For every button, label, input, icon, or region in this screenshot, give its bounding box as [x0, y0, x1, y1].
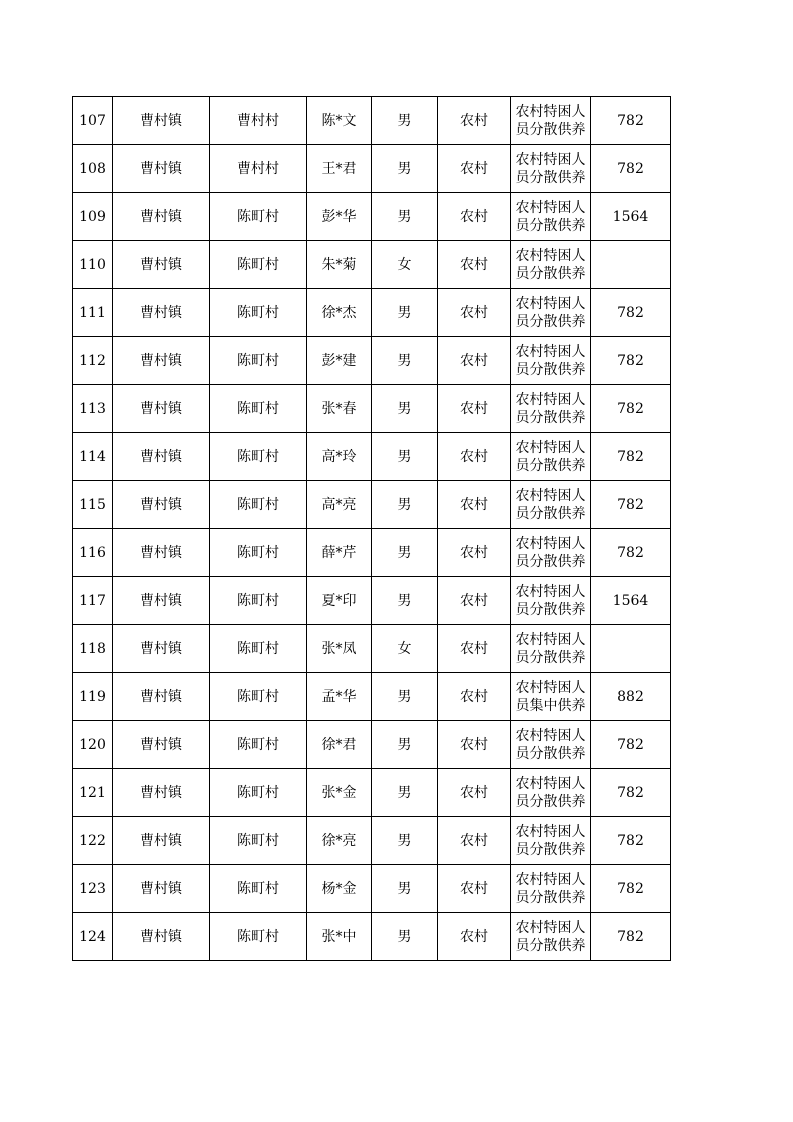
table-row: [73, 721, 671, 769]
cell-serial-number: 108: [73, 145, 113, 193]
table-row: [73, 193, 671, 241]
cell-area: 农村: [438, 865, 511, 913]
cell-person-name: 徐*杰: [307, 289, 372, 337]
cell-gender: 男: [372, 385, 438, 433]
cell-town: 曹村镇: [113, 145, 210, 193]
cell-town: 曹村镇: [113, 289, 210, 337]
cell-gender: 女: [372, 241, 438, 289]
cell-person-name: 张*金: [307, 769, 372, 817]
cell-village: 陈町村: [210, 913, 307, 961]
cell-area: 农村: [438, 577, 511, 625]
cell-gender: 男: [372, 289, 438, 337]
cell-village: 陈町村: [210, 481, 307, 529]
cell-area: 农村: [438, 673, 511, 721]
cell-serial-number: 123: [73, 865, 113, 913]
cell-town: 曹村镇: [113, 913, 210, 961]
table-row: [73, 769, 671, 817]
cell-serial-number: 118: [73, 625, 113, 673]
cell-person-name: 张*凤: [307, 625, 372, 673]
cell-person-name: 薛*芹: [307, 529, 372, 577]
cell-support-type: 农村特困人员分散供养: [511, 289, 591, 337]
cell-amount: 782: [591, 865, 671, 913]
cell-gender: 男: [372, 673, 438, 721]
cell-village: 陈町村: [210, 673, 307, 721]
table-row: [73, 529, 671, 577]
cell-gender: 男: [372, 865, 438, 913]
cell-amount: 782: [591, 145, 671, 193]
cell-area: 农村: [438, 337, 511, 385]
table-row: [73, 865, 671, 913]
cell-person-name: 徐*亮: [307, 817, 372, 865]
cell-gender: 男: [372, 433, 438, 481]
table-row: [73, 289, 671, 337]
cell-support-type: 农村特困人员分散供养: [511, 481, 591, 529]
cell-person-name: 高*玲: [307, 433, 372, 481]
cell-amount: 782: [591, 529, 671, 577]
cell-town: 曹村镇: [113, 193, 210, 241]
cell-amount: [591, 625, 671, 673]
cell-amount: 782: [591, 289, 671, 337]
cell-area: 农村: [438, 145, 511, 193]
cell-gender: 女: [372, 625, 438, 673]
cell-town: 曹村镇: [113, 817, 210, 865]
cell-gender: 男: [372, 577, 438, 625]
cell-area: 农村: [438, 529, 511, 577]
cell-amount: 1564: [591, 577, 671, 625]
cell-support-type: 农村特困人员分散供养: [511, 817, 591, 865]
cell-serial-number: 112: [73, 337, 113, 385]
cell-town: 曹村镇: [113, 625, 210, 673]
cell-serial-number: 121: [73, 769, 113, 817]
cell-support-type: 农村特困人员分散供养: [511, 577, 591, 625]
cell-support-type: 农村特困人员分散供养: [511, 529, 591, 577]
cell-village: 陈町村: [210, 385, 307, 433]
cell-gender: 男: [372, 481, 438, 529]
cell-gender: 男: [372, 97, 438, 145]
cell-area: 农村: [438, 913, 511, 961]
cell-amount: 782: [591, 337, 671, 385]
cell-support-type: 农村特困人员分散供养: [511, 337, 591, 385]
cell-serial-number: 114: [73, 433, 113, 481]
cell-area: 农村: [438, 721, 511, 769]
cell-area: 农村: [438, 241, 511, 289]
table-row: [73, 385, 671, 433]
cell-area: 农村: [438, 385, 511, 433]
cell-area: 农村: [438, 97, 511, 145]
cell-amount: 782: [591, 433, 671, 481]
cell-person-name: 张*春: [307, 385, 372, 433]
cell-support-type: 农村特困人员分散供养: [511, 625, 591, 673]
cell-village: 陈町村: [210, 769, 307, 817]
cell-serial-number: 110: [73, 241, 113, 289]
cell-support-type: 农村特困人员分散供养: [511, 241, 591, 289]
cell-person-name: 彭*华: [307, 193, 372, 241]
table-row: [73, 577, 671, 625]
cell-village: 陈町村: [210, 817, 307, 865]
table-row: [73, 241, 671, 289]
cell-village: 陈町村: [210, 433, 307, 481]
table-row: [73, 913, 671, 961]
cell-village: 曹村村: [210, 97, 307, 145]
table-body: [73, 97, 671, 961]
cell-serial-number: 115: [73, 481, 113, 529]
cell-person-name: 王*君: [307, 145, 372, 193]
table-row: [73, 337, 671, 385]
cell-area: 农村: [438, 481, 511, 529]
cell-serial-number: 122: [73, 817, 113, 865]
cell-town: 曹村镇: [113, 721, 210, 769]
cell-serial-number: 109: [73, 193, 113, 241]
cell-area: 农村: [438, 625, 511, 673]
cell-town: 曹村镇: [113, 337, 210, 385]
cell-serial-number: 117: [73, 577, 113, 625]
cell-village: 陈町村: [210, 193, 307, 241]
cell-village: 陈町村: [210, 865, 307, 913]
cell-amount: 782: [591, 385, 671, 433]
cell-village: 陈町村: [210, 577, 307, 625]
cell-person-name: 张*中: [307, 913, 372, 961]
cell-person-name: 陈*文: [307, 97, 372, 145]
cell-village: 陈町村: [210, 625, 307, 673]
cell-serial-number: 116: [73, 529, 113, 577]
cell-support-type: 农村特困人员分散供养: [511, 721, 591, 769]
cell-serial-number: 113: [73, 385, 113, 433]
cell-town: 曹村镇: [113, 481, 210, 529]
cell-amount: 782: [591, 97, 671, 145]
cell-area: 农村: [438, 193, 511, 241]
cell-gender: 男: [372, 337, 438, 385]
cell-area: 农村: [438, 817, 511, 865]
cell-serial-number: 107: [73, 97, 113, 145]
cell-gender: 男: [372, 529, 438, 577]
table-row: [73, 145, 671, 193]
table-row: [73, 97, 671, 145]
cell-village: 陈町村: [210, 241, 307, 289]
cell-support-type: 农村特困人员分散供养: [511, 913, 591, 961]
cell-support-type: 农村特困人员集中供养: [511, 673, 591, 721]
cell-town: 曹村镇: [113, 241, 210, 289]
cell-gender: 男: [372, 913, 438, 961]
cell-amount: 1564: [591, 193, 671, 241]
cell-gender: 男: [372, 193, 438, 241]
cell-area: 农村: [438, 769, 511, 817]
cell-serial-number: 120: [73, 721, 113, 769]
cell-village: 陈町村: [210, 337, 307, 385]
cell-amount: [591, 241, 671, 289]
cell-person-name: 夏*印: [307, 577, 372, 625]
cell-support-type: 农村特困人员分散供养: [511, 769, 591, 817]
cell-amount: 782: [591, 721, 671, 769]
cell-gender: 男: [372, 769, 438, 817]
cell-gender: 男: [372, 817, 438, 865]
cell-amount: 782: [591, 817, 671, 865]
cell-amount: 782: [591, 913, 671, 961]
cell-town: 曹村镇: [113, 433, 210, 481]
cell-town: 曹村镇: [113, 385, 210, 433]
cell-serial-number: 111: [73, 289, 113, 337]
cell-person-name: 徐*君: [307, 721, 372, 769]
cell-serial-number: 124: [73, 913, 113, 961]
cell-village: 陈町村: [210, 289, 307, 337]
cell-area: 农村: [438, 433, 511, 481]
cell-town: 曹村镇: [113, 577, 210, 625]
cell-support-type: 农村特困人员分散供养: [511, 193, 591, 241]
cell-village: 陈町村: [210, 721, 307, 769]
cell-village: 陈町村: [210, 529, 307, 577]
cell-town: 曹村镇: [113, 529, 210, 577]
cell-amount: 782: [591, 769, 671, 817]
beneficiary-table: [72, 96, 671, 961]
cell-gender: 男: [372, 145, 438, 193]
cell-amount: 882: [591, 673, 671, 721]
cell-serial-number: 119: [73, 673, 113, 721]
table-row: [73, 481, 671, 529]
cell-support-type: 农村特困人员分散供养: [511, 385, 591, 433]
cell-gender: 男: [372, 721, 438, 769]
cell-person-name: 孟*华: [307, 673, 372, 721]
cell-area: 农村: [438, 289, 511, 337]
cell-town: 曹村镇: [113, 673, 210, 721]
cell-town: 曹村镇: [113, 865, 210, 913]
table-row: [73, 625, 671, 673]
cell-person-name: 高*亮: [307, 481, 372, 529]
cell-town: 曹村镇: [113, 97, 210, 145]
cell-person-name: 朱*菊: [307, 241, 372, 289]
table-row: [73, 433, 671, 481]
cell-amount: 782: [591, 481, 671, 529]
cell-town: 曹村镇: [113, 769, 210, 817]
cell-support-type: 农村特困人员分散供养: [511, 145, 591, 193]
cell-support-type: 农村特困人员分散供养: [511, 97, 591, 145]
cell-support-type: 农村特困人员分散供养: [511, 865, 591, 913]
cell-person-name: 彭*建: [307, 337, 372, 385]
cell-support-type: 农村特困人员分散供养: [511, 433, 591, 481]
table-row: [73, 817, 671, 865]
cell-village: 曹村村: [210, 145, 307, 193]
table-row: [73, 673, 671, 721]
cell-person-name: 杨*金: [307, 865, 372, 913]
